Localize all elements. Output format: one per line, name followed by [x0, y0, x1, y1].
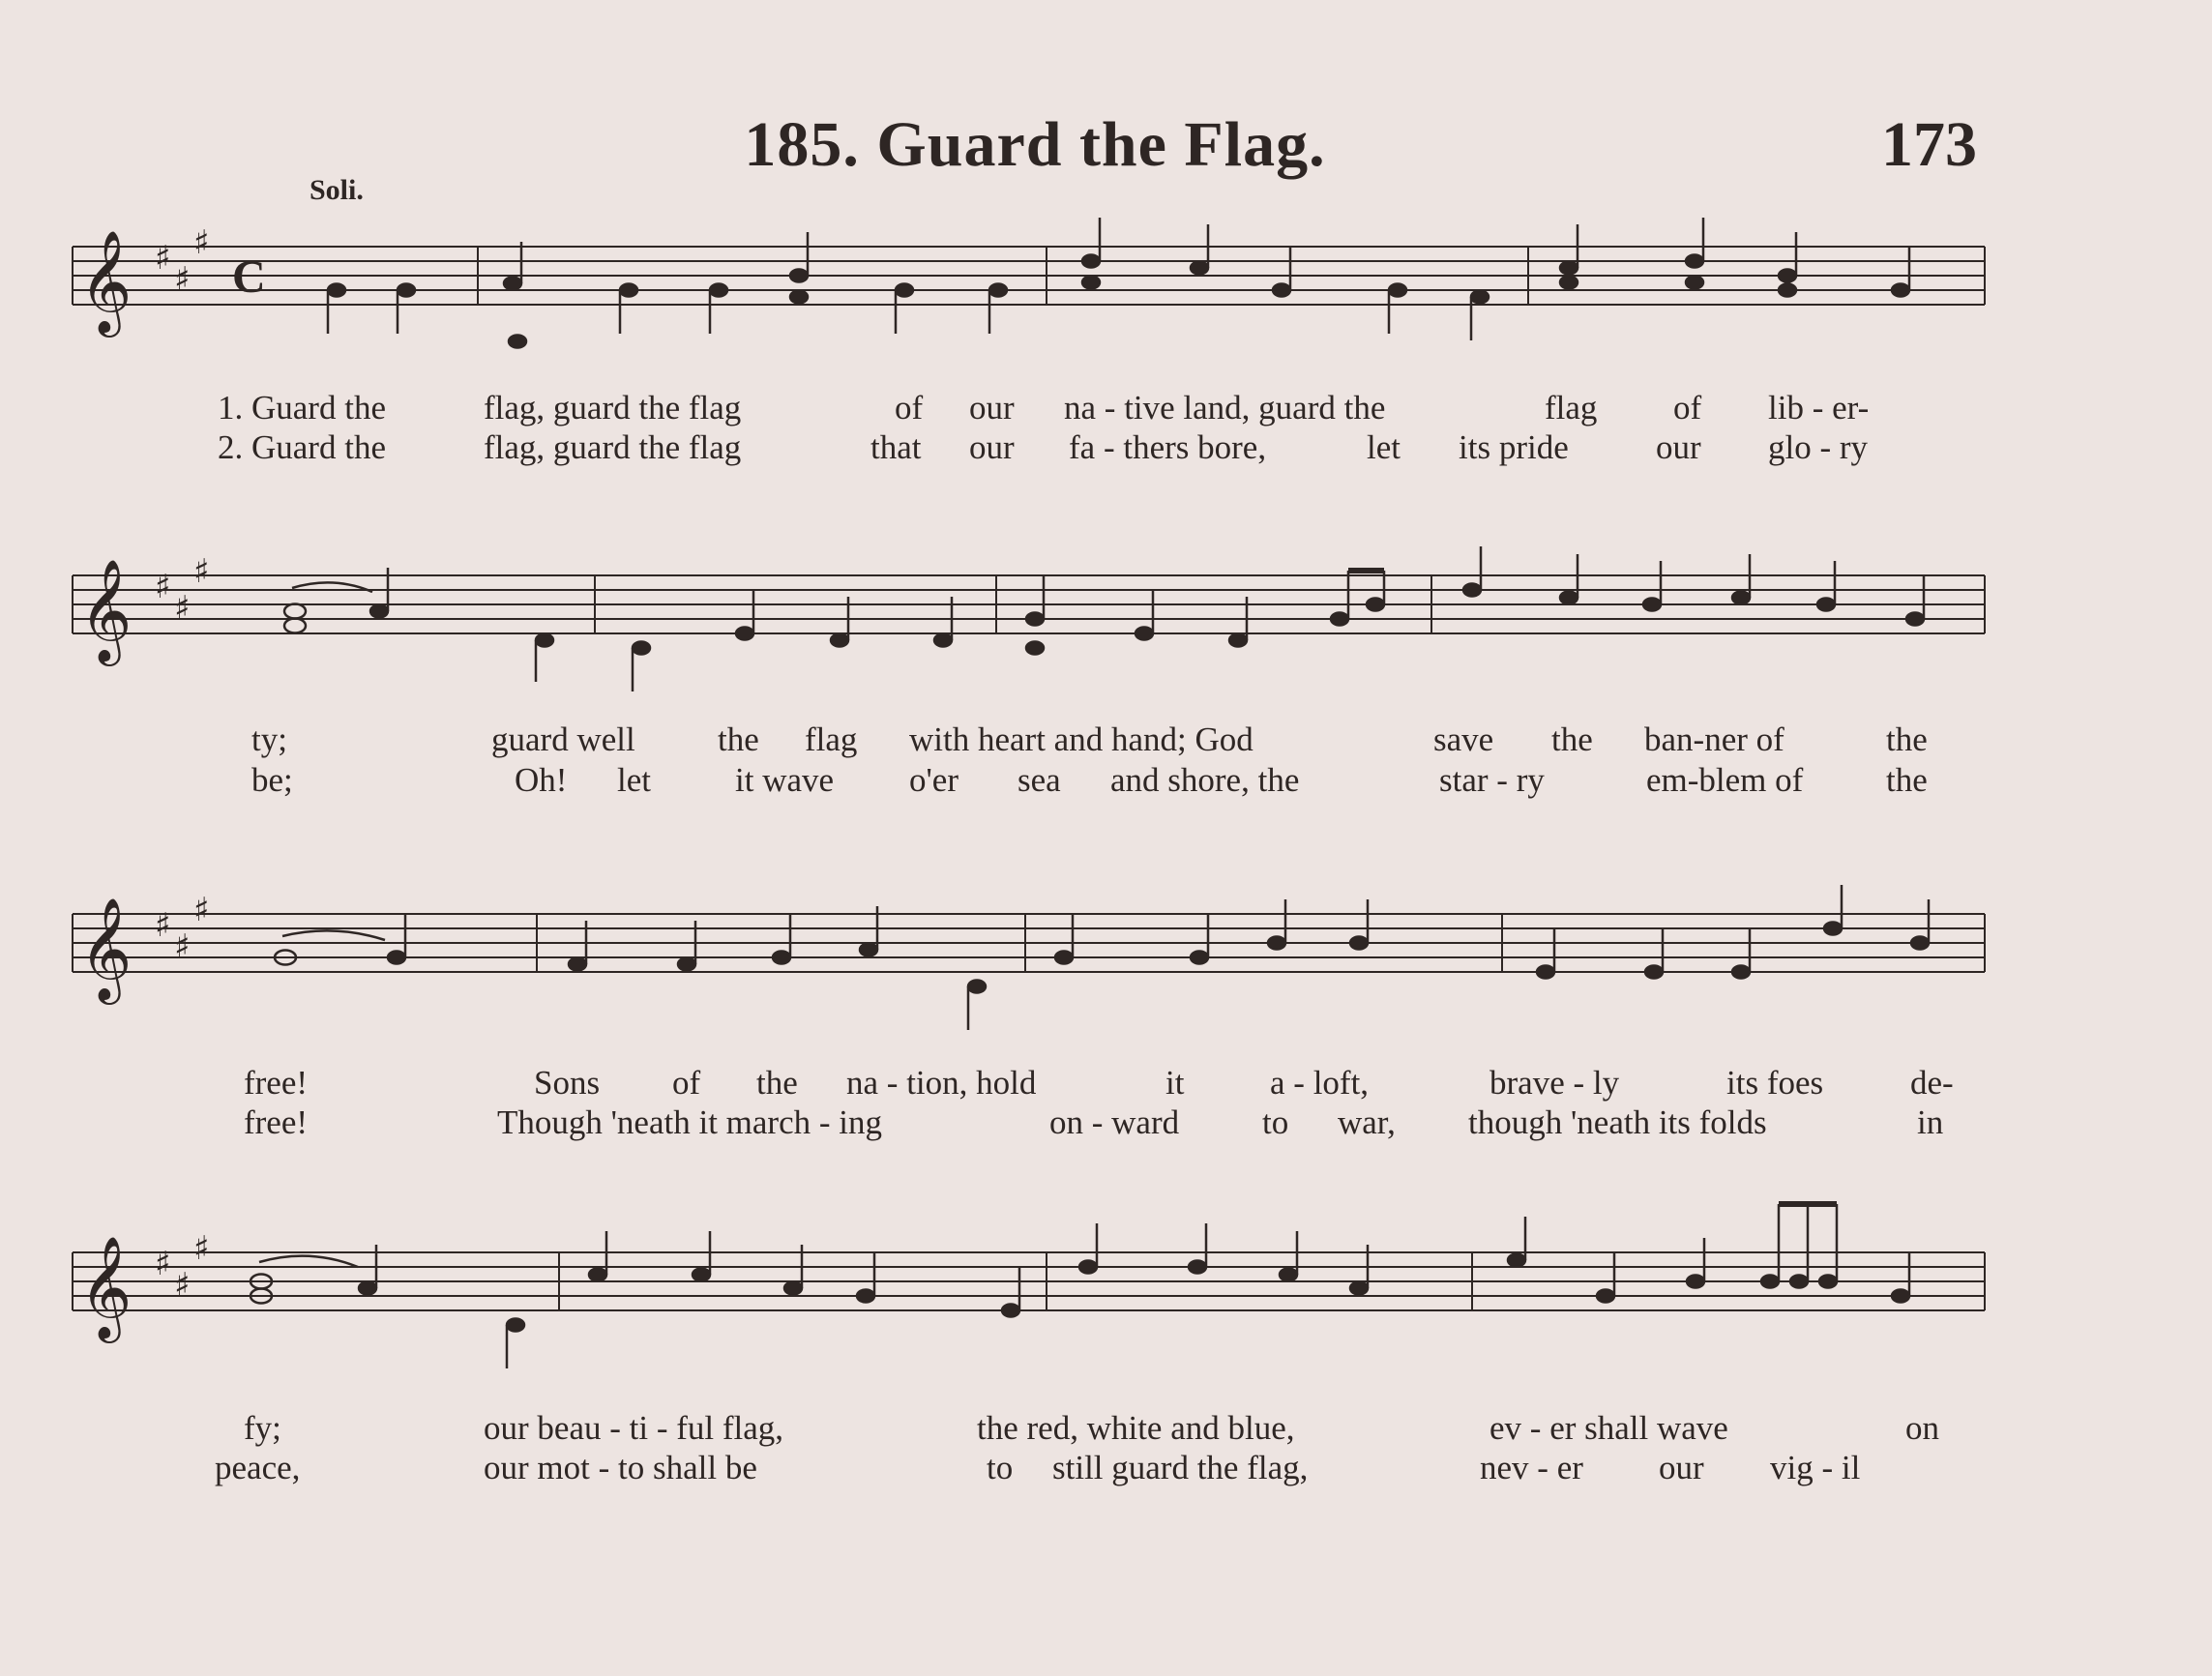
syllable: on: [1905, 1409, 1939, 1447]
svg-text:♯: ♯: [155, 239, 171, 278]
syllable: na - tion, hold: [846, 1064, 1037, 1102]
syllable: save: [1433, 720, 1494, 758]
svg-text:♯: ♯: [193, 552, 210, 591]
syllable: our beau - ti - ful flag,: [484, 1409, 784, 1447]
syllable: flag, guard the flag: [484, 428, 742, 466]
syllable: o'er: [909, 761, 959, 799]
syllable: lib - er-: [1768, 389, 1870, 426]
syllable: of: [672, 1064, 701, 1102]
syllable: ban-ner of: [1644, 720, 1784, 758]
svg-text:♯: ♯: [174, 589, 191, 628]
syllable: flag: [805, 720, 858, 758]
staff-4: [0, 1015, 2212, 1422]
syllable: free!: [244, 1064, 309, 1102]
syllable: fy;: [244, 1409, 281, 1447]
syllable: though 'neath its folds: [1468, 1103, 1767, 1141]
syllable: flag: [1545, 389, 1598, 426]
syllable: guard well: [491, 720, 635, 758]
syllable: our: [1659, 1449, 1704, 1486]
syllable: the: [1886, 761, 1928, 799]
syllable: to: [1262, 1103, 1289, 1141]
syllable: de-: [1910, 1064, 1954, 1102]
syllable: our: [1656, 428, 1701, 466]
lyrics-s4-verse1: [0, 1409, 2212, 1452]
syllable: the: [1551, 720, 1593, 758]
syllable: our mot - to shall be: [484, 1449, 757, 1486]
syllable: 2. Guard the: [218, 428, 386, 466]
svg-text:♯: ♯: [174, 927, 191, 966]
syllable: star - ry: [1439, 761, 1545, 799]
syllable: and shore, the: [1110, 761, 1300, 799]
syllable: in: [1917, 1103, 1944, 1141]
syllable: let: [617, 761, 651, 799]
syllable: it: [1165, 1064, 1185, 1102]
syllable: nev - er: [1480, 1449, 1583, 1486]
syllable: glo - ry: [1768, 428, 1869, 466]
svg-text:♯: ♯: [155, 906, 171, 945]
svg-text:𝄞: 𝄞: [79, 558, 133, 662]
lyrics-s4-verse2: [0, 1449, 2212, 1491]
hymn-title: 185. Guard the Flag.: [744, 109, 1326, 180]
soli-marking: Soli.: [310, 174, 364, 206]
syllable: war,: [1338, 1103, 1396, 1141]
syllable: fa - thers bore,: [1069, 428, 1267, 466]
svg-text:𝄞: 𝄞: [79, 897, 133, 1000]
syllable: the: [756, 1064, 798, 1102]
svg-text:𝄞: 𝄞: [79, 229, 133, 333]
syllable: em-blem of: [1646, 761, 1804, 799]
syllable: on - ward: [1049, 1103, 1180, 1141]
music-system-4: [0, 1015, 2212, 1422]
syllable: a - loft,: [1270, 1064, 1370, 1102]
syllable: vig - il: [1770, 1449, 1861, 1486]
svg-text:♯: ♯: [193, 223, 210, 262]
svg-text:♯: ♯: [193, 891, 210, 929]
syllable: peace,: [215, 1449, 301, 1486]
syllable: na - tive land, guard the: [1064, 389, 1386, 426]
syllable: our: [969, 389, 1015, 426]
syllable: brave - ly: [1489, 1064, 1620, 1102]
syllable: still guard the flag,: [1052, 1449, 1309, 1486]
syllable: our: [969, 428, 1015, 466]
syllable: let: [1367, 428, 1401, 466]
syllable: be;: [251, 761, 293, 799]
page-number: 173: [1881, 109, 1977, 180]
syllable: of: [895, 389, 924, 426]
svg-text:♯: ♯: [193, 1229, 210, 1268]
syllable: 1. Guard the: [218, 389, 386, 426]
syllable: that: [870, 428, 922, 466]
syllable: with heart and hand; God: [909, 720, 1253, 758]
syllable: Though 'neath it march - ing: [497, 1103, 883, 1141]
syllable: the red, white and blue,: [977, 1409, 1295, 1447]
syllable: its pride: [1459, 428, 1569, 466]
syllable: flag, guard the flag: [484, 389, 742, 426]
syllable: it wave: [735, 761, 835, 799]
svg-text:♯: ♯: [174, 1266, 191, 1305]
svg-text:C: C: [232, 251, 266, 303]
syllable: Oh!: [515, 761, 568, 799]
syllable: the: [718, 720, 759, 758]
syllable: of: [1673, 389, 1702, 426]
svg-text:♯: ♯: [174, 260, 191, 299]
syllable: Sons: [534, 1064, 601, 1102]
syllable: sea: [1018, 761, 1061, 799]
syllable: ev - er shall wave: [1489, 1409, 1728, 1447]
svg-text:♯: ♯: [155, 1245, 171, 1283]
syllable: free!: [244, 1103, 309, 1141]
syllable: to: [987, 1449, 1014, 1486]
syllable: its foes: [1726, 1064, 1824, 1102]
syllable: the: [1886, 720, 1928, 758]
svg-text:♯: ♯: [155, 568, 171, 606]
syllable: ty;: [251, 720, 287, 758]
svg-text:𝄞: 𝄞: [79, 1235, 133, 1338]
